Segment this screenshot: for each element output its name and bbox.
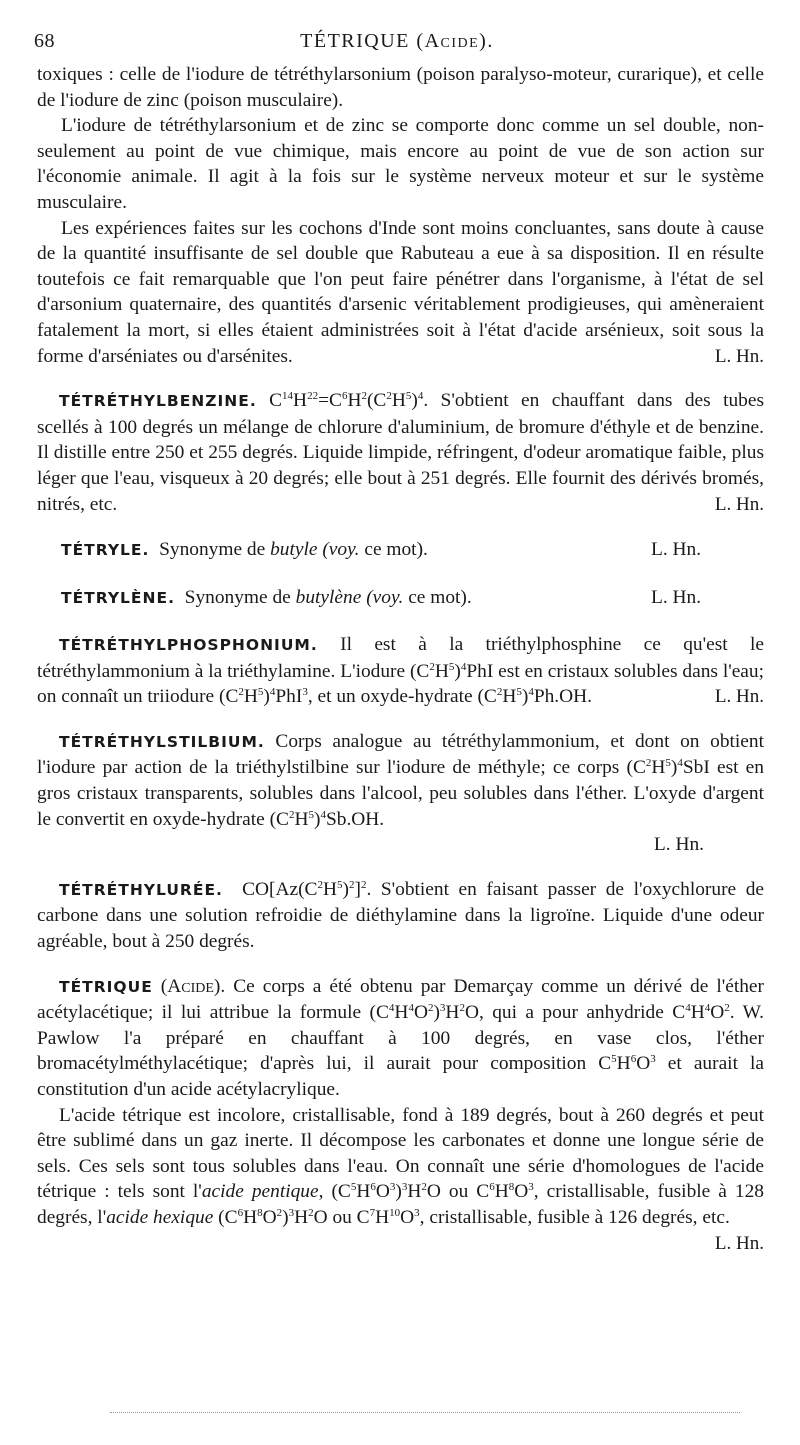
entry-headword: TÉTRYLE. (61, 541, 150, 560)
entry-text: L'acide tétrique est incolore, cristallisable, fond à 189 degrés, bout à 260 degrés et peut être sublimé dans un gaz inerte. Il décompose les carbonates et donne une longue série de sels. Ces sels sont tous solubles dans l'eau. On connaît une série d'homologues de l'acide tétrique : tels sont l'acide pentique, $(C^5H^6O^3)^3H^2O$ ou $C^6H^8O^3$, cristallisable, fusible à 128 degrés, l'acide hexique $(C^6H^8O^2)^3H^2O$ ou $C^7H^{10}O^3$, cristallisable, fusible à 126 degrés, etc. (37, 1104, 764, 1228)
entry-paragraph (37, 388, 764, 517)
entry-paragraph: TÉTRYLÈNE. Synonyme de butylène (voy. ce mot). (61, 587, 472, 609)
voy-marker: (voy. (322, 539, 360, 561)
entry-headword: TÉTRYLÈNE. (61, 589, 175, 608)
entry-tetrethylphosphonium (37, 632, 764, 710)
homologue-term: acide pentique (201, 1181, 319, 1203)
intro-paragraph-1: toxiques : celle de l'iodure de tétréthylarsonium (poison paralyso-moteur, curarique), et celle de l'iodure de zinc (poison musculaire). (37, 64, 764, 111)
entry-headword: TÉTRÉTHYLSTILBIUM. (59, 732, 265, 751)
page-number: 68 (34, 30, 55, 52)
entry-headword-qualifier: (Acide). (160, 975, 226, 997)
entry-signature: L. Hn. (714, 1232, 764, 1254)
entry-headword: TÉTRIQUE (59, 977, 153, 996)
entry-text: Il est à la triéthylphosphine ce qu'est le tétréthylammonium à la triéthylamine. L'iodure $(C^2H^5)^4PhI$ est en cristaux solubles dans l'eau; on connaît un triiodure $(C^2H^5)^4PhI^3$, et un oxyde-hydrate $(C^2H^5)^4Ph.OH$. (37, 634, 764, 708)
cross-reference-term: butyle (270, 539, 318, 561)
entry-paragraph: TÉTRYLE. Synonyme de butyle (voy. ce mot). (61, 539, 428, 561)
intro-paragraph-2: L'iodure de tétréthylarsonium et de zinc se comporte donc comme un sel double, non-seulement au point de vue chimique, mais encore au point de vue de son action sur l'économie animale. Il agit à la fois sur le système nerveux moteur et sur le système musculaire. (37, 115, 764, 213)
entry-text: Synonyme de (159, 539, 266, 561)
entry-paragraph-2 (37, 1103, 764, 1254)
entry-headword: TÉTRÉTHYLBENZINE. (59, 392, 257, 411)
entry-signature: L. Hn. (651, 539, 702, 561)
entry-tetryle (37, 537, 764, 565)
entry-signature: L. Hn. (714, 493, 764, 515)
entry-tetrethyluree (37, 877, 764, 955)
entry-text: . S'obtient en chauffant dans des tubes scellés à 100 degrés un mélange de chlorure d'aluminium, de bromure d'éthyle et de benzine. Il distille entre 250 et 255 degrés. Liquide limpide, réfringent, d'odeur aromatique faible, plus léger que l'eau, visqueux à 20 degrés; elle bout à 251 degrés. Elle fournit des dérivés bromés, nitrés, etc. (37, 390, 764, 515)
entry-headword: TÉTRÉTHYLPHOSPHONIUM. (59, 636, 318, 655)
entry-tetrique-acide (37, 974, 765, 1254)
entry-text: $CO[Az(C^2H^5)^2]^2$. S'obtient en faisant passer de l'oxychlorure de carbone dans une solution refroidie de diéthylamine dans la ligroïne. Liquide d'une odeur agréable, bout à 250 degrés. (37, 878, 764, 953)
entry-paragraph (37, 632, 764, 710)
entry-tetrethylstilbium (37, 729, 764, 858)
entry-paragraph (37, 729, 764, 832)
entry-paragraph (37, 877, 764, 955)
intro-paragraph-3-text: Les expériences faites sur les cochons d'Inde sont moins concluantes, sans doute à cause de la quantité insuffisante de sel double que Rabuteau a eue à sa disposition. Il en résulte toutefois ce fait remarquable que l'on peut faire pénétrer dans l'organisme, à l'état de sel d'arsonium quaternaire, des quantités d'arsenic véritablement prodigieuses, qui amèneraient fatalement la mort, si elles étaient administrées soit à l'état d'acide arsénieux, soit sous la forme d'arséniates ou d'arsénites. (37, 217, 764, 367)
homologue-term: acide hexique (106, 1206, 214, 1228)
entry-tetrethylbenzine (37, 388, 764, 517)
footer-rule (110, 1412, 740, 1413)
entry-text: Synonyme de (184, 587, 291, 609)
chemical-formula: $C^{14}H^{22}=C^6H^2(C^2H^5)^4$ (269, 390, 424, 412)
entry-text: Corps analogue au tétréthylammonium, et dont on obtient l'iodure par action de la triéthylstilbine sur l'iodure de méthyle; ce corps $(C^2H^5)^4SbI$ est en gros cristaux transparents, solubles dans l'alcool, peu solubles dans l'éther. L'oxyde d'argent le convertit en oxyde-hydrate $(C^2H^5)^4Sb.OH$. (37, 730, 764, 830)
page-body (37, 62, 764, 1256)
intro-signature: L. Hn. (714, 345, 764, 367)
running-title-main: TÉTRIQUE (300, 30, 410, 52)
entry-text: Ce corps a été obtenu par Demarçay comme un dérivé de l'éther acétylacétique; il lui attribue la formule $(C^4H^4O^2)^3H^2O$, qui a pour anhydride $C^4H^4O^2$. W. Pawlow l'a préparé en chauffant à 100 degrés, en vase clos, l'éther bromacétylméthylacétique; d'après lui, il aurait pour composition $C^5H^6O^3$ et aurait la constitution d'un acide acétylacrylique. (37, 975, 765, 1100)
entry-headword: TÉTRÉTHYLURÉE. (59, 880, 223, 899)
entry-signature: L. Hn. (651, 587, 702, 609)
entry-tetrylene (37, 585, 764, 613)
intro-paragraph-3 (37, 216, 764, 370)
entry-signature: L. Hn. (653, 834, 704, 856)
page-header (34, 30, 760, 58)
voy-marker: (voy. (366, 587, 404, 609)
entry-signature: L. Hn. (714, 686, 764, 708)
entry-paragraph (37, 974, 764, 1103)
running-title-sub: (Acide). (416, 30, 494, 52)
running-title (34, 30, 760, 53)
cross-reference-term: butylène (295, 587, 362, 609)
